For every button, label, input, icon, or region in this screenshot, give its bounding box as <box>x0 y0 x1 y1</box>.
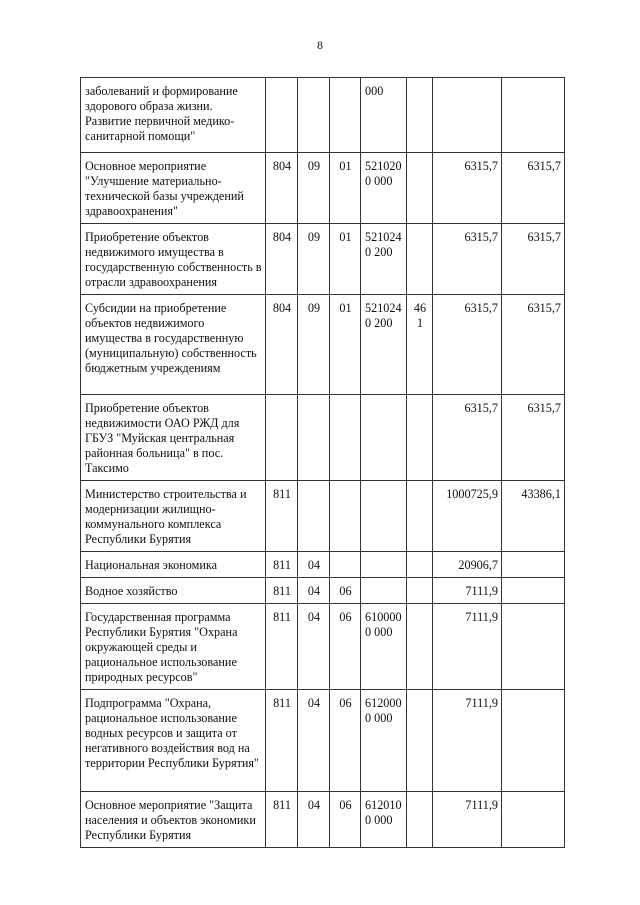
section-code <box>298 78 330 153</box>
amount-2: 6315,7 <box>502 153 565 224</box>
expense-type-code <box>407 552 433 578</box>
ministry-code: 811 <box>266 792 298 848</box>
subsection-code <box>330 78 361 153</box>
expense-type-code <box>407 395 433 481</box>
target-article-code: 000 <box>361 78 407 153</box>
subsection-code: 06 <box>330 578 361 604</box>
subsection-code <box>330 481 361 552</box>
target-article-code: 5210240 200 <box>361 295 407 395</box>
subsection-code: 01 <box>330 295 361 395</box>
amount-2: 6315,7 <box>502 395 565 481</box>
expense-type-code <box>407 153 433 224</box>
section-code: 09 <box>298 153 330 224</box>
budget-table-body <box>81 78 565 848</box>
row-name: заболеваний и формирование здорового образа жизни. Развитие первичной медико-санитарной помощи" <box>81 78 266 153</box>
expense-type-code <box>407 224 433 295</box>
table-row <box>81 224 565 295</box>
section-code: 04 <box>298 578 330 604</box>
target-article-code: 6120100 000 <box>361 792 407 848</box>
target-article-code: 6120000 000 <box>361 690 407 792</box>
ministry-code: 804 <box>266 153 298 224</box>
row-name: Министерство строительства и модернизации жилищно-коммунального комплекса Республики Бурятия <box>81 481 266 552</box>
table-row <box>81 578 565 604</box>
table-row <box>81 690 565 792</box>
expense-type-code <box>407 604 433 690</box>
section-code: 04 <box>298 792 330 848</box>
table-row <box>81 153 565 224</box>
target-article-code <box>361 481 407 552</box>
amount-1: 7111,9 <box>433 792 502 848</box>
row-name: Приобретение объектов недвижимости ОАО РЖД для ГБУЗ "Муйская центральная районная больница" в пос. Таксимо <box>81 395 266 481</box>
table-row <box>81 78 565 153</box>
subsection-code: 01 <box>330 224 361 295</box>
ministry-code: 804 <box>266 224 298 295</box>
row-name: Основное мероприятие "Защита населения и объектов экономики Республики Бурятия <box>81 792 266 848</box>
ministry-code: 811 <box>266 552 298 578</box>
target-article-code: 6100000 000 <box>361 604 407 690</box>
page-number: 8 <box>317 38 323 52</box>
ministry-code: 811 <box>266 578 298 604</box>
ministry-code: 811 <box>266 690 298 792</box>
table-row <box>81 395 565 481</box>
amount-2: 6315,7 <box>502 295 565 395</box>
table-row <box>81 604 565 690</box>
amount-2 <box>502 792 565 848</box>
section-code: 09 <box>298 295 330 395</box>
amount-1: 6315,7 <box>433 224 502 295</box>
target-article-code: 5210240 200 <box>361 224 407 295</box>
amount-1: 6315,7 <box>433 153 502 224</box>
row-name: Государственная программа Республики Бурятия "Охрана окружающей среды и рациональное использование природных ресурсов" <box>81 604 266 690</box>
amount-1: 7111,9 <box>433 578 502 604</box>
table-row <box>81 552 565 578</box>
target-article-code <box>361 552 407 578</box>
ministry-code: 811 <box>266 604 298 690</box>
amount-1: 20906,7 <box>433 552 502 578</box>
amount-1: 1000725,9 <box>433 481 502 552</box>
amount-2 <box>502 78 565 153</box>
ministry-code <box>266 78 298 153</box>
ministry-code: 804 <box>266 295 298 395</box>
amount-2: 43386,1 <box>502 481 565 552</box>
subsection-code: 06 <box>330 604 361 690</box>
section-code: 04 <box>298 552 330 578</box>
row-name: Субсидии на приобретение объектов недвижимого имущества в государственную (муниципальную) собственность бюджетным учреждениям <box>81 295 266 395</box>
section-code <box>298 481 330 552</box>
amount-1: 6315,7 <box>433 395 502 481</box>
amount-1: 7111,9 <box>433 690 502 792</box>
subsection-code <box>330 552 361 578</box>
ministry-code <box>266 395 298 481</box>
expense-type-code <box>407 78 433 153</box>
row-name: Национальная экономика <box>81 552 266 578</box>
section-code <box>298 395 330 481</box>
target-article-code <box>361 578 407 604</box>
expense-type-code <box>407 792 433 848</box>
table-row <box>81 481 565 552</box>
subsection-code: 06 <box>330 690 361 792</box>
subsection-code: 06 <box>330 792 361 848</box>
subsection-code <box>330 395 361 481</box>
ministry-code: 811 <box>266 481 298 552</box>
amount-1 <box>433 78 502 153</box>
row-name: Подпрограмма "Охрана, рациональное использование водных ресурсов и защита от негативного воздействия вод на территории Республики Бурятия" <box>81 690 266 792</box>
section-code: 09 <box>298 224 330 295</box>
target-article-code <box>361 395 407 481</box>
amount-2 <box>502 604 565 690</box>
expense-type-code <box>407 481 433 552</box>
expense-type-code: 461 <box>407 295 433 395</box>
expense-type-code <box>407 690 433 792</box>
table-row <box>81 295 565 395</box>
table-row <box>81 792 565 848</box>
row-name: Водное хозяйство <box>81 578 266 604</box>
amount-2 <box>502 552 565 578</box>
section-code: 04 <box>298 604 330 690</box>
amount-1: 7111,9 <box>433 604 502 690</box>
section-code: 04 <box>298 690 330 792</box>
amount-2 <box>502 578 565 604</box>
budget-table <box>80 77 565 848</box>
row-name: Основное мероприятие "Улучшение материально-технической базы учреждений здравоохранения" <box>81 153 266 224</box>
row-name: Приобретение объектов недвижимого имущества в государственную собственность в отрасли здравоохранения <box>81 224 266 295</box>
target-article-code: 5210200 000 <box>361 153 407 224</box>
amount-1: 6315,7 <box>433 295 502 395</box>
amount-2 <box>502 690 565 792</box>
amount-2: 6315,7 <box>502 224 565 295</box>
subsection-code: 01 <box>330 153 361 224</box>
expense-type-code <box>407 578 433 604</box>
